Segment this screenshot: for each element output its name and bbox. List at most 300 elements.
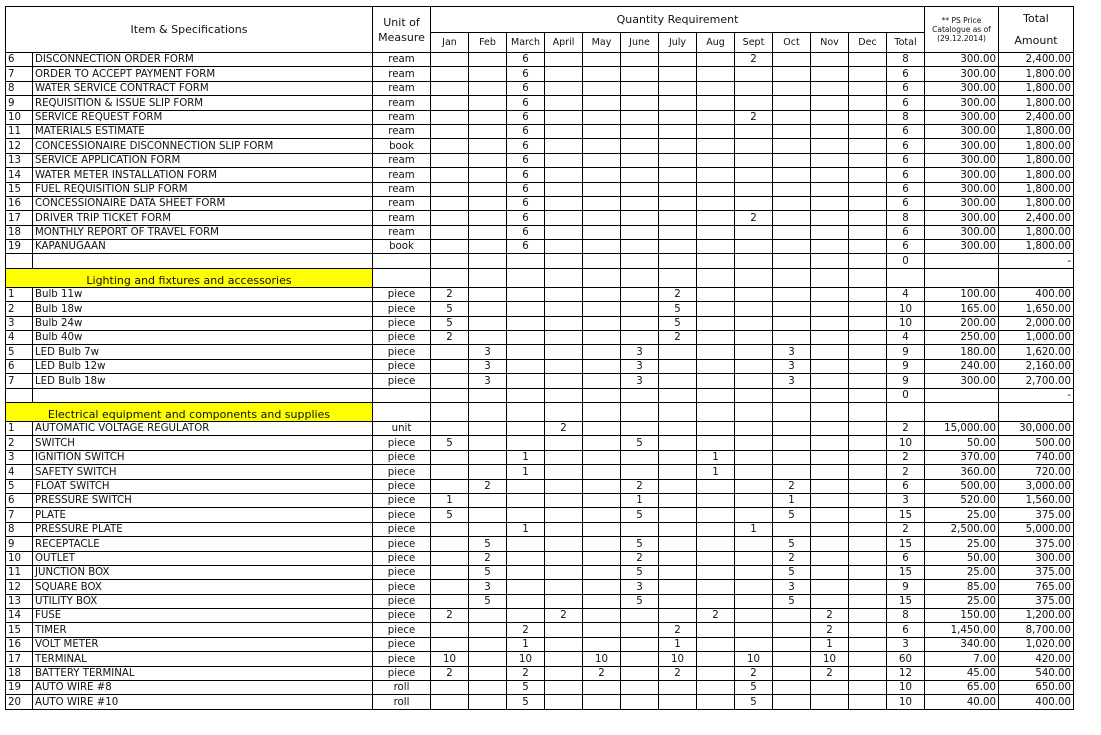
row-number: 19 (6, 681, 33, 695)
month-qty: 6 (507, 153, 545, 167)
month-qty (659, 139, 697, 153)
month-qty: 1 (659, 637, 697, 651)
total-amount: 540.00 (999, 666, 1074, 680)
unit-of-measure: unit (373, 421, 431, 435)
month-qty (431, 695, 469, 709)
month-qty (735, 565, 773, 579)
unit-of-measure: piece (373, 508, 431, 522)
month-qty (659, 594, 697, 608)
table-row (6, 153, 1074, 167)
month-qty (431, 254, 469, 268)
month-qty: 2 (773, 551, 811, 565)
month-qty (773, 53, 811, 67)
month-qty (469, 666, 507, 680)
month-qty (431, 465, 469, 479)
quantity-requirement-table (5, 6, 1074, 710)
month-qty (659, 436, 697, 450)
month-qty (697, 522, 735, 536)
month-qty (583, 254, 621, 268)
month-qty (545, 345, 583, 359)
month-qty (583, 345, 621, 359)
item-name: AUTOMATIC VOLTAGE REGULATOR (33, 421, 373, 435)
month-qty (659, 124, 697, 138)
month-qty (735, 81, 773, 95)
month-qty (583, 374, 621, 388)
month-qty (697, 81, 735, 95)
month-qty (773, 139, 811, 153)
month-qty: 1 (621, 493, 659, 507)
month-qty: 3 (773, 359, 811, 373)
row-number: 9 (6, 537, 33, 551)
month-qty (431, 637, 469, 651)
month-qty (469, 53, 507, 67)
month-qty (659, 168, 697, 182)
month-qty (545, 465, 583, 479)
unit-of-measure: piece (373, 551, 431, 565)
row-number: 17 (6, 652, 33, 666)
month-qty (773, 331, 811, 345)
month-qty (431, 580, 469, 594)
month-qty (735, 450, 773, 464)
month-qty (849, 287, 887, 301)
empty-cell (507, 268, 545, 287)
row-number: 4 (6, 331, 33, 345)
unit-price: 50.00 (925, 551, 999, 565)
item-name: KAPANUGAAN (33, 240, 373, 254)
unit-price: 100.00 (925, 287, 999, 301)
month-qty (735, 302, 773, 316)
month-qty (583, 436, 621, 450)
unit-of-measure: ream (373, 211, 431, 225)
month-qty (811, 493, 849, 507)
table-row (6, 522, 1074, 536)
month-qty (811, 240, 849, 254)
empty-cell (697, 268, 735, 287)
month-qty (849, 652, 887, 666)
month-qty: 5 (431, 302, 469, 316)
month-qty (773, 666, 811, 680)
month-qty (621, 388, 659, 402)
month-qty (507, 479, 545, 493)
month-qty (583, 623, 621, 637)
table-row (6, 211, 1074, 225)
month-qty (431, 479, 469, 493)
unit-price: 500.00 (925, 479, 999, 493)
month-qty (507, 345, 545, 359)
month-qty (659, 196, 697, 210)
month-qty (431, 67, 469, 81)
table-row (6, 565, 1074, 579)
unit-of-measure: ream (373, 81, 431, 95)
item-name: TERMINAL (33, 652, 373, 666)
month-qty (431, 594, 469, 608)
total-amount: 1,800.00 (999, 153, 1074, 167)
month-qty (469, 254, 507, 268)
total-qty: 6 (887, 124, 925, 138)
month-qty (431, 681, 469, 695)
month-qty: 10 (583, 652, 621, 666)
unit-price: 25.00 (925, 537, 999, 551)
table-row (6, 345, 1074, 359)
month-qty (469, 287, 507, 301)
month-qty: 5 (621, 508, 659, 522)
month-qty (735, 182, 773, 196)
month-qty (811, 67, 849, 81)
month-qty (583, 240, 621, 254)
month-qty (697, 508, 735, 522)
month-qty (431, 139, 469, 153)
month-qty (849, 479, 887, 493)
unit-price: 300.00 (925, 110, 999, 124)
total-qty: 8 (887, 211, 925, 225)
table-row (6, 196, 1074, 210)
month-qty (621, 67, 659, 81)
month-qty (545, 450, 583, 464)
month-qty (621, 302, 659, 316)
unit-of-measure: piece (373, 465, 431, 479)
unit-price: 165.00 (925, 302, 999, 316)
month-qty (469, 302, 507, 316)
header-month: May (583, 33, 621, 53)
month-qty (507, 565, 545, 579)
month-qty: 6 (507, 81, 545, 95)
item-name: REQUISITION & ISSUE SLIP FORM (33, 96, 373, 110)
table-row (6, 331, 1074, 345)
row-number: 11 (6, 124, 33, 138)
month-qty (659, 240, 697, 254)
section-header-row (6, 268, 1074, 287)
month-qty: 5 (507, 695, 545, 709)
month-qty (545, 139, 583, 153)
month-qty (735, 465, 773, 479)
month-qty (469, 450, 507, 464)
month-qty (735, 374, 773, 388)
row-number: 13 (6, 153, 33, 167)
month-qty (849, 139, 887, 153)
month-qty (659, 580, 697, 594)
unit-price: 370.00 (925, 450, 999, 464)
month-qty (811, 695, 849, 709)
section-title: Electrical equipment and components and supplies (6, 402, 373, 421)
unit-price: 40.00 (925, 695, 999, 709)
month-qty (545, 537, 583, 551)
unit-price (925, 388, 999, 402)
unit-of-measure: piece (373, 537, 431, 551)
month-qty (735, 580, 773, 594)
total-amount: 500.00 (999, 436, 1074, 450)
month-qty (469, 522, 507, 536)
empty-cell (469, 268, 507, 287)
month-qty: 3 (469, 580, 507, 594)
table-row (6, 450, 1074, 464)
month-qty (773, 302, 811, 316)
total-amount: 5,000.00 (999, 522, 1074, 536)
month-qty (621, 81, 659, 95)
table-row (6, 436, 1074, 450)
month-qty (583, 681, 621, 695)
unit-price: 300.00 (925, 225, 999, 239)
unit-of-measure: book (373, 240, 431, 254)
month-qty (697, 225, 735, 239)
month-qty (469, 421, 507, 435)
table-row (6, 421, 1074, 435)
item-name: AUTO WIRE #10 (33, 695, 373, 709)
month-qty (621, 196, 659, 210)
total-qty: 6 (887, 81, 925, 95)
unit-of-measure: ream (373, 225, 431, 239)
month-qty (697, 666, 735, 680)
month-qty (849, 153, 887, 167)
month-qty (811, 153, 849, 167)
month-qty (849, 637, 887, 651)
table-row (6, 508, 1074, 522)
month-qty (849, 623, 887, 637)
row-number: 10 (6, 551, 33, 565)
total-qty: 10 (887, 681, 925, 695)
month-qty (545, 211, 583, 225)
total-qty: 60 (887, 652, 925, 666)
month-qty: 2 (545, 421, 583, 435)
month-qty: 2 (659, 331, 697, 345)
total-qty: 9 (887, 345, 925, 359)
month-qty (545, 331, 583, 345)
table-row (6, 681, 1074, 695)
total-qty: 6 (887, 182, 925, 196)
total-qty: 9 (887, 374, 925, 388)
month-qty: 10 (811, 652, 849, 666)
month-qty (697, 316, 735, 330)
month-qty (697, 565, 735, 579)
row-number: 2 (6, 302, 33, 316)
unit-price: 85.00 (925, 580, 999, 594)
total-qty: 6 (887, 225, 925, 239)
month-qty (811, 374, 849, 388)
item-name: MATERIALS ESTIMATE (33, 124, 373, 138)
month-qty (849, 81, 887, 95)
unit-of-measure: ream (373, 96, 431, 110)
month-qty (545, 522, 583, 536)
month-qty: 5 (621, 594, 659, 608)
month-qty: 5 (773, 594, 811, 608)
month-qty: 5 (659, 302, 697, 316)
row-number: 3 (6, 450, 33, 464)
month-qty (621, 110, 659, 124)
unit-of-measure: piece (373, 637, 431, 651)
table-row (6, 652, 1074, 666)
header-month: Sept (735, 33, 773, 53)
item-name: WATER SERVICE CONTRACT FORM (33, 81, 373, 95)
total-amount: 1,800.00 (999, 196, 1074, 210)
unit-price: 300.00 (925, 182, 999, 196)
unit-of-measure: piece (373, 522, 431, 536)
unit-of-measure: ream (373, 168, 431, 182)
month-qty: 6 (507, 211, 545, 225)
item-name (33, 388, 373, 402)
table-row (6, 302, 1074, 316)
month-qty (735, 609, 773, 623)
item-name: BATTERY TERMINAL (33, 666, 373, 680)
month-qty (735, 623, 773, 637)
item-name: AUTO WIRE #8 (33, 681, 373, 695)
month-qty (583, 493, 621, 507)
month-qty (773, 388, 811, 402)
month-qty (621, 211, 659, 225)
total-qty: 0 (887, 254, 925, 268)
month-qty (621, 124, 659, 138)
month-qty (583, 110, 621, 124)
total-qty: 3 (887, 637, 925, 651)
row-number: 6 (6, 359, 33, 373)
header-item-specifications: Item & Specifications (6, 7, 373, 53)
header-month: Jan (431, 33, 469, 53)
total-amount: 1,800.00 (999, 168, 1074, 182)
unit-price: 300.00 (925, 53, 999, 67)
total-qty: 10 (887, 436, 925, 450)
month-qty (507, 493, 545, 507)
total-qty: 8 (887, 53, 925, 67)
unit-price: 240.00 (925, 359, 999, 373)
item-name: SWITCH (33, 436, 373, 450)
total-qty: 6 (887, 240, 925, 254)
month-qty (773, 196, 811, 210)
month-qty (583, 695, 621, 709)
unit-price: 340.00 (925, 637, 999, 651)
month-qty (735, 124, 773, 138)
month-qty (583, 537, 621, 551)
unit-price: 45.00 (925, 666, 999, 680)
item-name: VOLT METER (33, 637, 373, 651)
month-qty: 3 (773, 580, 811, 594)
unit-price: 300.00 (925, 211, 999, 225)
total-amount: 1,020.00 (999, 637, 1074, 651)
total-amount: 650.00 (999, 681, 1074, 695)
month-qty (545, 623, 583, 637)
total-amount: 1,650.00 (999, 302, 1074, 316)
empty-cell (373, 402, 431, 421)
month-qty (583, 302, 621, 316)
table-row (6, 182, 1074, 196)
month-qty (545, 374, 583, 388)
empty-cell (735, 402, 773, 421)
total-qty: 6 (887, 623, 925, 637)
month-qty (545, 168, 583, 182)
item-name: SQUARE BOX (33, 580, 373, 594)
month-qty: 5 (469, 537, 507, 551)
month-qty (431, 240, 469, 254)
month-qty (431, 81, 469, 95)
month-qty (697, 211, 735, 225)
month-qty (849, 493, 887, 507)
table-row (6, 609, 1074, 623)
row-number: 13 (6, 594, 33, 608)
month-qty (431, 196, 469, 210)
row-number: 5 (6, 345, 33, 359)
month-qty (469, 695, 507, 709)
month-qty (735, 139, 773, 153)
month-qty: 2 (773, 479, 811, 493)
total-amount: 400.00 (999, 287, 1074, 301)
month-qty (583, 421, 621, 435)
row-number: 19 (6, 240, 33, 254)
total-qty: 15 (887, 594, 925, 608)
month-qty (849, 225, 887, 239)
unit-of-measure: ream (373, 67, 431, 81)
month-qty (773, 240, 811, 254)
month-qty (697, 623, 735, 637)
unit-price: 300.00 (925, 196, 999, 210)
unit-price: 300.00 (925, 67, 999, 81)
month-qty (583, 182, 621, 196)
unit-of-measure: piece (373, 580, 431, 594)
month-qty (773, 81, 811, 95)
table-row (6, 81, 1074, 95)
total-qty: 9 (887, 359, 925, 373)
month-qty (811, 479, 849, 493)
month-qty (431, 153, 469, 167)
month-qty (621, 666, 659, 680)
month-qty (621, 240, 659, 254)
month-qty (773, 96, 811, 110)
unit-of-measure: piece (373, 609, 431, 623)
month-qty: 2 (697, 609, 735, 623)
total-qty: 6 (887, 479, 925, 493)
month-qty (583, 331, 621, 345)
month-qty (811, 580, 849, 594)
total-qty: 15 (887, 537, 925, 551)
month-qty: 2 (659, 666, 697, 680)
month-qty (811, 316, 849, 330)
unit-of-measure: piece (373, 436, 431, 450)
month-qty (773, 436, 811, 450)
month-qty (545, 580, 583, 594)
month-qty (469, 168, 507, 182)
month-qty (735, 436, 773, 450)
month-qty (773, 316, 811, 330)
table-row (6, 465, 1074, 479)
month-qty (507, 359, 545, 373)
month-qty: 3 (469, 359, 507, 373)
month-qty: 6 (507, 53, 545, 67)
table-row (6, 666, 1074, 680)
table-row (6, 124, 1074, 138)
month-qty (621, 465, 659, 479)
month-qty (849, 254, 887, 268)
month-qty (507, 331, 545, 345)
item-name: LED Bulb 12w (33, 359, 373, 373)
month-qty (545, 479, 583, 493)
month-qty (659, 695, 697, 709)
table-row (6, 479, 1074, 493)
empty-cell (621, 402, 659, 421)
month-qty (621, 522, 659, 536)
unit-price: 65.00 (925, 681, 999, 695)
row-number: 2 (6, 436, 33, 450)
month-qty (469, 609, 507, 623)
total-amount: 300.00 (999, 551, 1074, 565)
month-qty (583, 53, 621, 67)
unit-of-measure: ream (373, 53, 431, 67)
row-number (6, 388, 33, 402)
month-qty (735, 240, 773, 254)
empty-cell (659, 268, 697, 287)
month-qty: 5 (735, 695, 773, 709)
month-qty: 2 (811, 609, 849, 623)
month-qty (545, 652, 583, 666)
row-number: 7 (6, 508, 33, 522)
total-amount: 1,620.00 (999, 345, 1074, 359)
row-number: 16 (6, 637, 33, 651)
month-qty (545, 565, 583, 579)
